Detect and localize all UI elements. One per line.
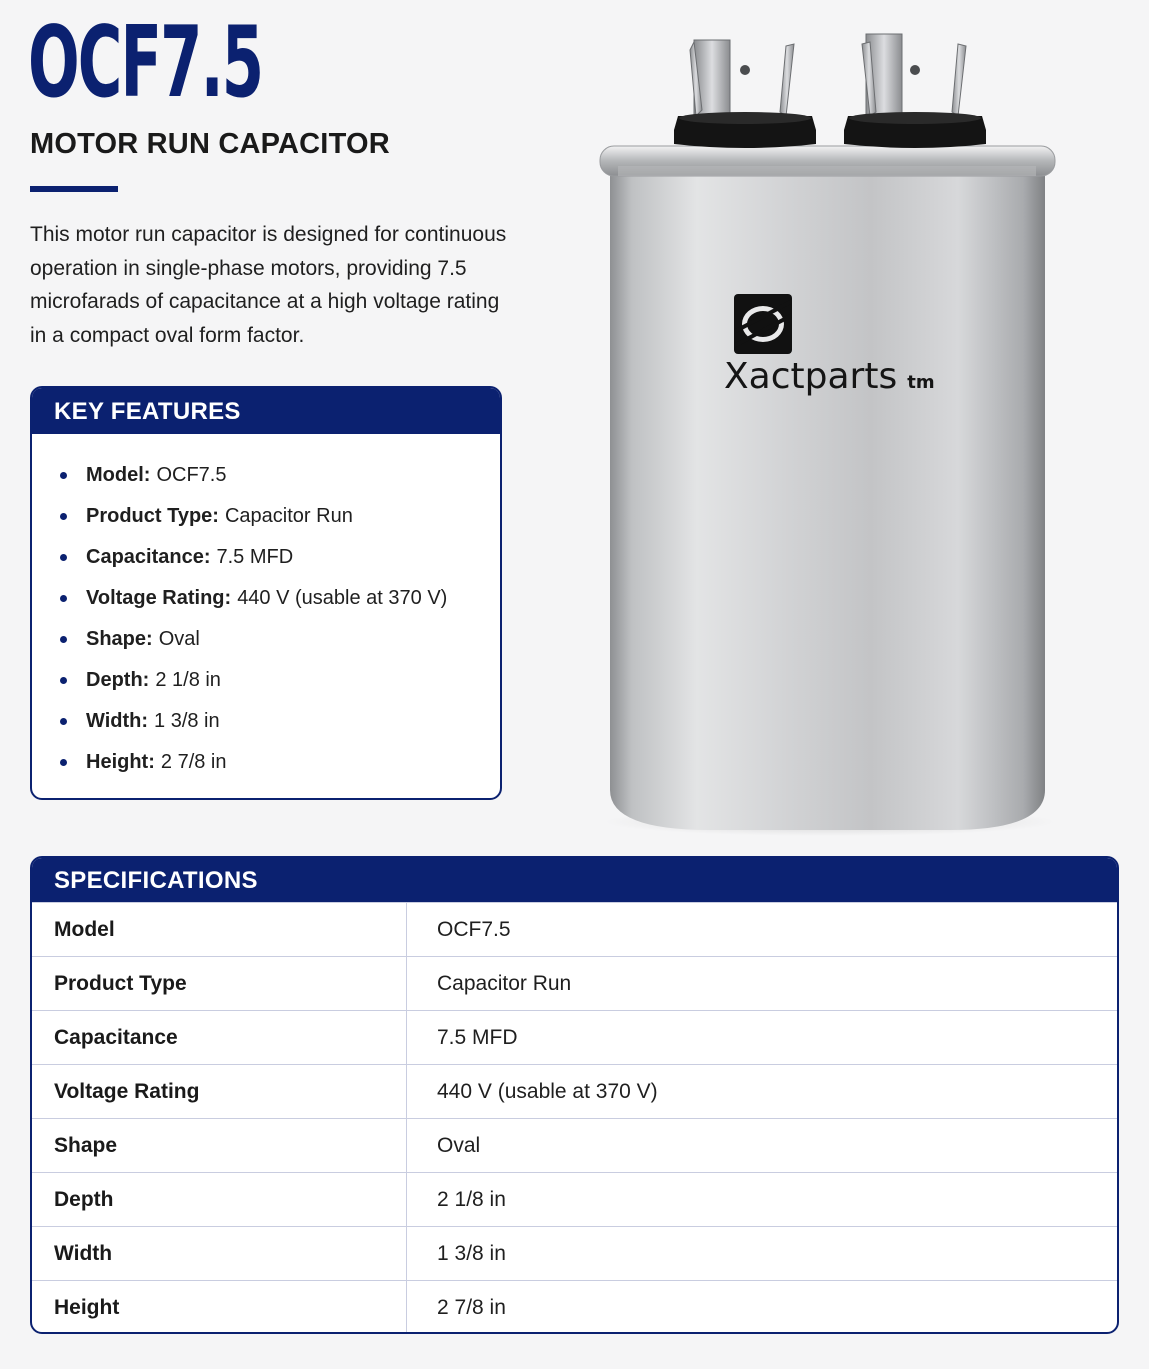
specifications-heading: SPECIFICATIONS [32, 858, 1117, 902]
feature-item [32, 536, 500, 577]
spec-value: 1 3/8 in [437, 1242, 506, 1265]
key-features-panel [30, 386, 502, 800]
feature-item [32, 741, 500, 782]
feature-label: Voltage Rating: [86, 587, 232, 609]
spec-value: 2 7/8 in [437, 1296, 506, 1319]
table-row [32, 1118, 1117, 1172]
feature-value: 440 V (usable at 370 V) [237, 587, 448, 609]
feature-value: Oval [158, 628, 200, 650]
product-description: This motor run capacitor is designed for continuous operation in single-phase motors, providing 7.5 microfarads of capacitance at a high voltage rating in a compact oval form factor. [30, 223, 507, 347]
feature-value: Capacitor Run [224, 505, 353, 527]
feature-value: OCF7.5 [156, 464, 227, 486]
bullet-icon [60, 636, 67, 643]
spec-value: Capacitor Run [437, 972, 572, 995]
bullet-icon [60, 759, 67, 766]
feature-label: Model: [86, 464, 151, 486]
bullet-icon [60, 513, 67, 520]
bullet-icon [60, 554, 67, 561]
spec-value: Oval [437, 1134, 481, 1157]
spec-key: Model [32, 903, 407, 956]
feature-item [32, 700, 500, 741]
product-subtitle: MOTOR RUN CAPACITOR [30, 128, 390, 160]
table-row [32, 1172, 1117, 1226]
key-features-heading: KEY FEATURES [32, 388, 500, 434]
feature-label: Shape: [86, 628, 153, 650]
brand-name: Xactparts tm [724, 356, 935, 397]
bullet-icon [60, 595, 67, 602]
table-row [32, 1226, 1117, 1280]
feature-label: Depth: [86, 669, 150, 691]
spec-value: 7.5 MFD [437, 1026, 518, 1049]
feature-value: 1 3/8 in [154, 710, 220, 732]
table-row [32, 1010, 1117, 1064]
feature-item [32, 618, 500, 659]
bullet-icon [60, 718, 67, 725]
spec-key: Capacitance [32, 1011, 407, 1064]
feature-item [32, 659, 500, 700]
spec-key: Product Type [32, 957, 407, 1010]
table-row [32, 1064, 1117, 1118]
table-row [32, 902, 1117, 956]
spec-value: OCF7.5 [437, 918, 511, 941]
feature-label: Height: [86, 751, 155, 773]
spec-value: 440 V (usable at 370 V) [437, 1080, 658, 1103]
model-title: OCF7.5 [28, 6, 263, 120]
table-row [32, 1280, 1117, 1334]
feature-value: 2 1/8 in [155, 669, 221, 691]
brand-logo-icon [734, 294, 792, 354]
spec-key: Voltage Rating [32, 1065, 407, 1118]
spec-key: Height [32, 1281, 407, 1334]
bullet-icon [60, 472, 67, 479]
feature-label: Product Type: [86, 505, 219, 527]
spec-key: Width [32, 1227, 407, 1280]
table-row [32, 956, 1117, 1010]
spec-key: Depth [32, 1173, 407, 1226]
key-features-list [32, 434, 500, 782]
specifications-table [30, 856, 1119, 1334]
feature-label: Capacitance: [86, 546, 211, 568]
spec-value: 2 1/8 in [437, 1188, 506, 1211]
feature-item [32, 577, 500, 618]
capacitor-product-image [590, 30, 1070, 840]
title-underline [30, 186, 118, 192]
feature-label: Width: [86, 710, 149, 732]
spec-key: Shape [32, 1119, 407, 1172]
feature-item [32, 454, 500, 495]
trademark-mark: tm [907, 372, 935, 393]
feature-value: 7.5 MFD [216, 546, 294, 568]
bullet-icon [60, 677, 67, 684]
feature-value: 2 7/8 in [160, 751, 227, 773]
feature-item [32, 495, 500, 536]
